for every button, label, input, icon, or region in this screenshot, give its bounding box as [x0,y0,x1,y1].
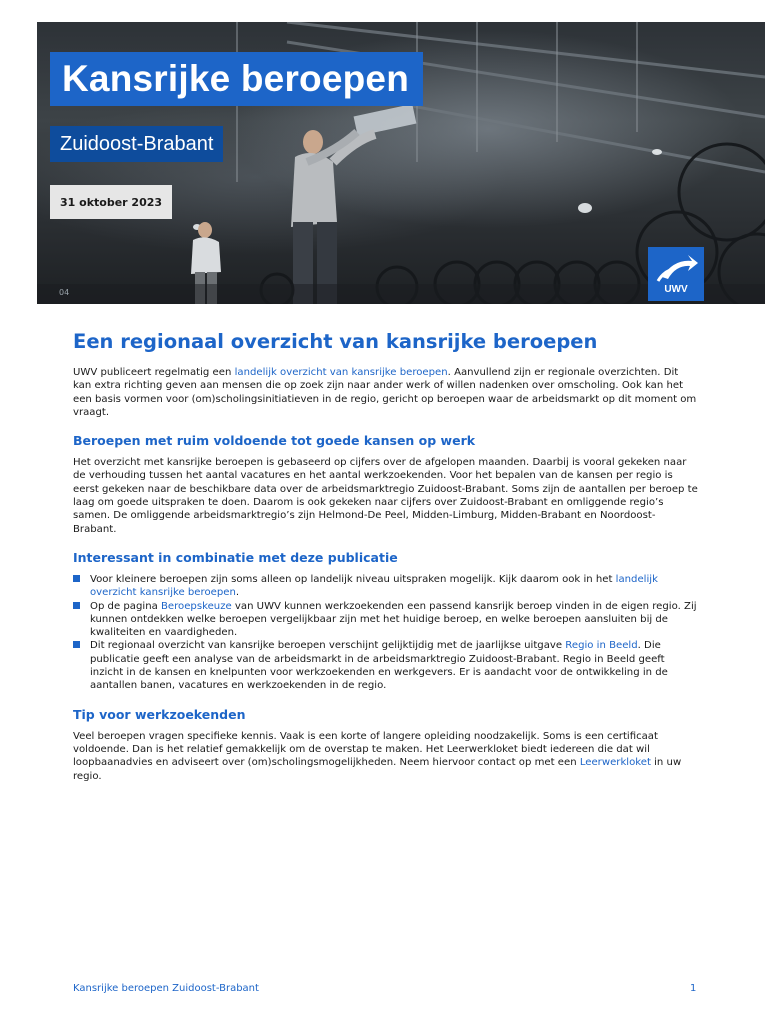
photo-tag: 04 [59,288,70,297]
region-box [50,126,223,162]
section-tip [73,706,698,783]
hero-banner [37,22,765,304]
intro-text-1: UWV publiceert regelmatig een [73,367,235,378]
section-kansen-text: Het overzicht met kansrijke beroepen is gebaseerd op cijfers over de afgelopen maanden. Daarbij is vooral gekeken naar de verhouding tussen het aantal vacatures en het aantal werkzoekenden. Voor het bepalen van de kansen per regio is eerst gekeken naar de beschikbare data over de arbeidsmarktregio Zuidoost-Brabant. Soms zijn de aantallen per beroep te laag om goede uitspraken te doen. Daarom is ook gekeken naar cijfers over Zuidoost-Brabant en omliggende regio’s samen. De omliggende arbeidsmarktregio’s zijn Helmond-De Peel, Midden-Limburg, Midden-Brabant en Noordoost-Brabant. [73,457,698,535]
link-landelijk-overzicht-kansrijke-beroepen[interactable]: landelijk overzicht kansrijke beroepen [90,573,658,599]
publication-date: 31 oktober 2023 [60,195,163,209]
bullet-square-icon [73,641,80,648]
uwv-logo-text: UWV [664,284,688,295]
page-title: Kansrijke beroepen [62,58,410,99]
intro-text-2: . Aanvullend zijn er regionale overzichten. Dit kan extra richting geven aan mensen die op zoek zijn naar ander werk of willen nadenken over omscholing. Ook kan het een basis vormen voor (om)scholingsinitiatieven in de regio, gericht op beroepen waar de arbeidsmarkt op dit moment om vraagt. [73,367,697,418]
page-title-box [50,52,423,106]
date-box [50,185,172,219]
bullet-square-icon [73,575,80,582]
region-label: Zuidoost-Brabant [60,132,214,155]
list-item: Dit regionaal overzicht van kansrijke beroepen verschijnt gelijktijdig met de jaarlijkse uitgave Regio in Beeld. Die publicatie geeft een analyse van de arbeidsmarkt in de arbeidsmarktregio Zuidoost-Brabant. Regio in Beeld geeft inzicht in de kansen en knelpunten voor werkzoekenden en werkgevers. Er is aandacht voor de ontwikkeling in de aantallen banen, vacatures en werkzoekenden in de regio. [73,639,698,692]
section-kansen-heading: Beroepen met ruim voldoende tot goede kansen op werk [73,433,476,449]
section-interessant-heading: Interessant in combinatie met deze publicatie [73,549,398,565]
intro-section [73,366,698,419]
link-leerwerkloket[interactable]: Leerwerkloket [579,757,651,769]
link-landelijk-overzicht[interactable]: landelijk overzicht van kansrijke beroepen [234,367,448,378]
section-kansen [73,432,698,536]
section-interessant [73,549,698,693]
main-content [73,330,698,796]
bullet-square-icon [73,602,80,609]
uwv-logo [648,247,704,301]
footer-title: Kansrijke beroepen Zuidoost-Brabant [73,983,259,994]
list-item: Op de pagina Beroepskeuze van UWV kunnen werkzoekenden een passend kansrijk beroep vinden in de eigen regio. Zij kunnen ontdekken welke beroepen vergelijkbaar zijn met het huidige beroep, en welke beroepen aansluiten bij de kwaliteiten en vaardigheden. [73,600,698,640]
page-number: 1 [690,983,697,994]
link-beroepskeuze[interactable]: Beroepskeuze [160,600,232,612]
bullet-list [73,573,698,693]
section-tip-text: Veel beroepen vragen specifieke kennis. Vaak is een korte of langere opleiding noodzakelijk. Soms is een certificaat voldoende. Dan is het relatief gemakkelijk om de overstap te maken. Het Leerwerkloket biedt iedereen die dat wil loopbaanadvies en adviseert over (om)scholingsmogelijkheden. Neem hiervoor contact op met een Leerwerkloket in uw regio. [73,730,682,782]
link-regio-in-beeld[interactable]: Regio in Beeld [565,640,638,652]
intro-paragraph [73,366,698,419]
section-tip-heading: Tip voor werkzoekenden [73,706,246,722]
list-item: Voor kleinere beroepen zijn soms alleen op landelijk niveau uitspraken mogelijk. Kijk daarom ook in het landelijk overzicht kansrijke beroepen. [73,573,698,600]
main-heading: Een regionaal overzicht van kansrijke beroepen [73,330,598,353]
